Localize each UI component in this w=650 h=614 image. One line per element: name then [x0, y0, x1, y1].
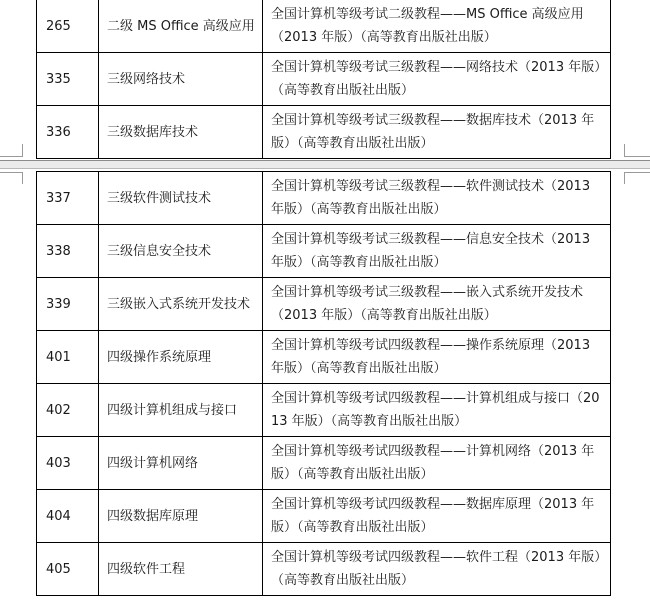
exam-textbook: 全国计算机等级考试三级教程——软件测试技术（2013 年版）（高等教育出版社出版）: [263, 172, 611, 225]
exam-subject: 四级操作系统原理: [99, 331, 263, 384]
table-row: [37, 172, 611, 225]
table-row: [37, 490, 611, 543]
page-margin-mark: [624, 156, 650, 157]
table-row: [37, 0, 611, 53]
exam-subject: 三级数据库技术: [99, 106, 263, 159]
exam-textbook: 全国计算机等级考试三级教程——网络技术（2013 年版）（高等教育出版社出版）: [263, 53, 611, 106]
page-break-separator: [0, 160, 650, 169]
exam-subject: 三级嵌入式系统开发技术: [99, 278, 263, 331]
exam-textbook: 全国计算机等级考试四级教程——计算机组成与接口（2013 年版）（高等教育出版社出版）: [263, 384, 611, 437]
exam-textbook: 全国计算机等级考试四级教程——数据库原理（2013 年版）（高等教育出版社出版）: [263, 490, 611, 543]
exam-code: 335: [37, 53, 99, 106]
exam-textbook: 全国计算机等级考试三级教程——嵌入式系统开发技术（2013 年版）（高等教育出版社出版）: [263, 278, 611, 331]
page-margin-mark: [22, 172, 23, 184]
page-margin-mark: [624, 172, 625, 184]
page-margin-mark: [624, 172, 650, 173]
exam-code: 405: [37, 543, 99, 596]
table-row: [37, 225, 611, 278]
page-margin-mark: [22, 144, 23, 157]
table-row: [37, 278, 611, 331]
exam-textbook: 全国计算机等级考试三级教程——数据库技术（2013 年版）（高等教育出版社出版）: [263, 106, 611, 159]
exam-subject: 三级信息安全技术: [99, 225, 263, 278]
exam-table-bottom: [36, 171, 611, 596]
exam-textbook: 全国计算机等级考试四级教程——软件工程（2013 年版）（高等教育出版社出版）: [263, 543, 611, 596]
exam-code: 404: [37, 490, 99, 543]
exam-code: 401: [37, 331, 99, 384]
exam-code: 338: [37, 225, 99, 278]
page-margin-mark: [0, 156, 22, 157]
exam-subject: 四级软件工程: [99, 543, 263, 596]
exam-code: 339: [37, 278, 99, 331]
exam-subject: 四级计算机网络: [99, 437, 263, 490]
exam-subject: 四级计算机组成与接口: [99, 384, 263, 437]
page-margin-mark: [0, 172, 22, 173]
table-row: [37, 384, 611, 437]
document-page-top: [0, 0, 650, 160]
exam-textbook: 全国计算机等级考试四级教程——计算机网络（2013 年版）（高等教育出版社出版）: [263, 437, 611, 490]
exam-textbook: 全国计算机等级考试四级教程——操作系统原理（2013 年版）（高等教育出版社出版）: [263, 331, 611, 384]
exam-code: 403: [37, 437, 99, 490]
exam-subject: 三级网络技术: [99, 53, 263, 106]
page-margin-mark: [624, 144, 625, 157]
table-row: [37, 53, 611, 106]
exam-code: 336: [37, 106, 99, 159]
exam-code: 265: [37, 0, 99, 53]
table-row: [37, 106, 611, 159]
exam-textbook: 全国计算机等级考试三级教程——信息安全技术（2013 年版）（高等教育出版社出版）: [263, 225, 611, 278]
exam-code: 337: [37, 172, 99, 225]
document-page-bottom: [0, 169, 650, 614]
exam-table-top: [36, 0, 611, 159]
exam-code: 402: [37, 384, 99, 437]
exam-subject: 三级软件测试技术: [99, 172, 263, 225]
exam-subject: 二级 MS Office 高级应用: [99, 0, 263, 53]
exam-subject: 四级数据库原理: [99, 490, 263, 543]
table-row: [37, 543, 611, 596]
table-row: [37, 331, 611, 384]
table-row: [37, 437, 611, 490]
exam-textbook: 全国计算机等级考试二级教程——MS Office 高级应用（2013 年版）（高等教育出版社出版）: [263, 0, 611, 53]
